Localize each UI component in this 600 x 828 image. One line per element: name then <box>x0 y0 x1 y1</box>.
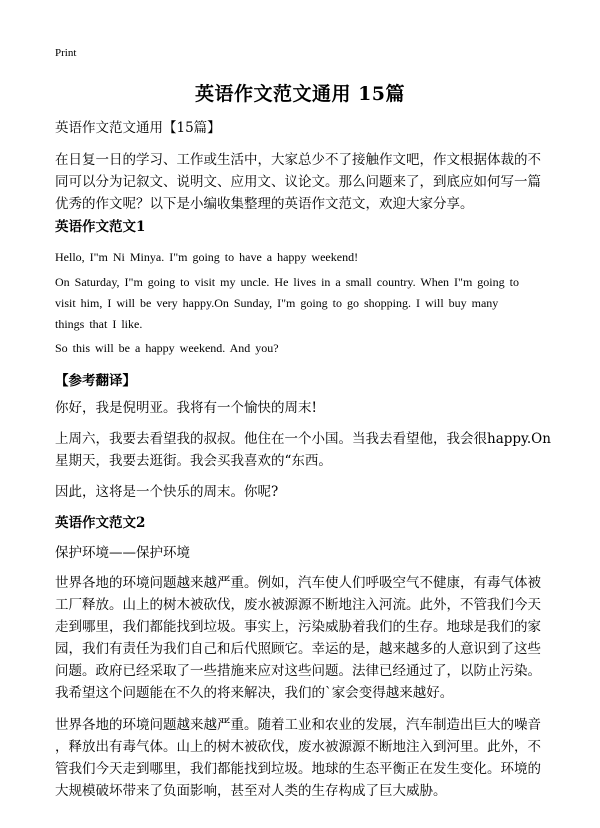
essay1-paragraph-1: Hello, I"m Ni Minya. I"m going to have a happy weekend! <box>55 250 359 264</box>
print-label: Print <box>55 47 77 59</box>
intro-line: 同可以分为记叙文、说明文、应用文、议论文。那么问题来了，到底应如何写一篇 <box>55 174 541 190</box>
essay2-heading: 英语作文范文2 <box>55 515 146 531</box>
essay2-paragraph-2 <box>55 714 555 802</box>
essay2-line: 问题。政府已经采取了一些措施来应对这些问题。法律已经通过了，以防止污染。 <box>55 663 541 679</box>
translation-line: 上周六，我要去看望我的叔叔。他住在一个小国。当我去看望他，我会很happy.On <box>55 431 551 447</box>
essay2-line: 走到哪里，我们都能找到垃圾。事实上，污染威胁着我们的生存。地球是我们的家 <box>55 619 541 635</box>
essay2-line: 工厂释放。山上的树木被砍伐，废水被源源不断地注入河流。此外，不管我们今天 <box>55 597 541 613</box>
intro-line: 在日复一日的学习、工作或生活中，大家总少不了接触作文吧，作文根据体裁的不 <box>55 152 541 168</box>
essay2-line: 世界各地的环境问题越来越严重。例如，汽车使人们呼吸空气不健康，有毒气体被 <box>55 575 541 591</box>
translation-paragraph-2 <box>55 428 555 472</box>
essay2-line: ，释放出有毒气体。山上的树木被砍伐，废水被源源不断地注入到河里。此外，不 <box>55 739 541 755</box>
translation-heading: 【参考翻译】 <box>55 373 136 389</box>
essay2-line: 大规模破坏带来了负面影响，甚至对人类的生存构成了巨大威胁。 <box>55 783 447 799</box>
essay1-heading: 英语作文范文1 <box>55 219 146 235</box>
essay1-line: On Saturday, I"m going to visit my uncle. He lives in a small country. When I"m going to <box>55 275 519 289</box>
intro-paragraph <box>55 149 555 215</box>
translation-paragraph-1: 你好，我是倪明亚。我将有一个愉快的周末! <box>55 400 317 416</box>
translation-line: 星期天，我要去逛街。我会买我喜欢的“东西。 <box>55 453 332 469</box>
translation-paragraph-3: 因此，这将是一个快乐的周末。你呢? <box>55 484 279 500</box>
essay2-line: 园，我们有责任为我们自己和后代照顾它。幸运的是，越来越多的人意识到了这些 <box>55 641 541 657</box>
essay1-paragraph-3: So this will be a happy weekend. And you? <box>55 341 279 355</box>
essay2-line: 世界各地的环境问题越来越严重。随着工业和农业的发展，汽车制造出巨大的噪音 <box>55 717 541 733</box>
essay1-line: things that I like. <box>55 317 143 331</box>
essay1-paragraph-2 <box>55 272 555 335</box>
intro-line: 优秀的作文呢？以下是小编收集整理的英语作文范文，欢迎大家分享。 <box>55 196 474 212</box>
document-subtitle: 英语作文范文通用【15篇】 <box>55 120 221 136</box>
essay2-subtitle: 保护环境——保护环境 <box>55 545 190 561</box>
document-title: 英语作文范文通用 15篇 <box>194 83 406 105</box>
essay2-line: 管我们今天走到哪里，我们都能找到垃圾。地球的生态平衡正在发生变化。环境的 <box>55 761 541 777</box>
essay2-line: 我希望这个问题能在不久的将来解决，我们的`家会变得越来越好。 <box>55 685 454 701</box>
essay1-line: visit him, I will be very happy.On Sunday, I"m going to go shopping. I will buy many <box>55 296 499 310</box>
essay2-paragraph-1 <box>55 572 555 704</box>
